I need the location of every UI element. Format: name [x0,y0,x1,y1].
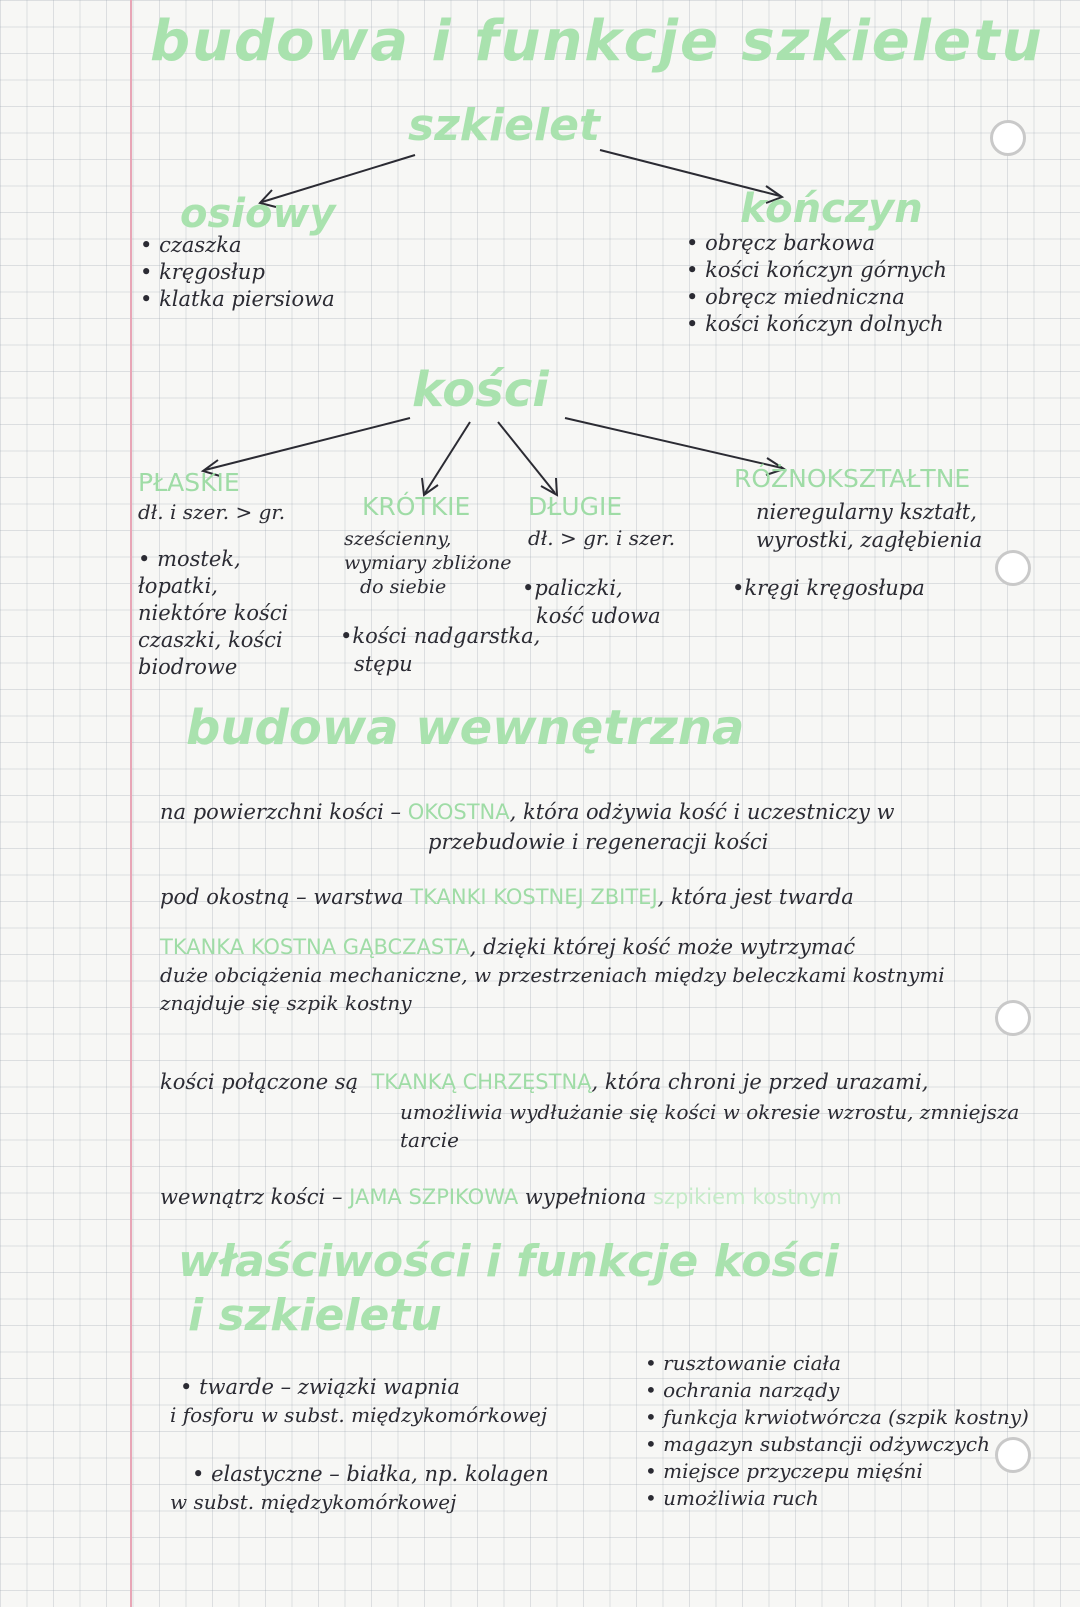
functions-list [645,1350,1029,1512]
short-desc-3: do siebie [360,576,447,598]
term-periosteum: OKOSTNA [407,800,510,824]
term-compact-bone: TKANKI KOSTNEJ ZBITEJ [410,885,658,909]
long-label: DŁUGIE [528,492,623,521]
long-examples-2: kość udowa [536,604,661,628]
axial-list [140,232,335,313]
term-bone-marrow: szpikiem kostnym [653,1185,842,1209]
p4-line-1: kości połączone są TKANKĄ CHRZĘSTNĄ, która chroni je przed urazami, [160,1070,929,1094]
property-hard-1: • twarde – związki wapnia [180,1375,460,1399]
properties-heading-1: właściwości i funkcje kości [178,1236,839,1287]
p4-line-3: tarcie [400,1128,459,1152]
property-elastic-1: • elastyczne – białka, np. kolagen [192,1462,549,1486]
list-item: • klatka piersiowa [140,286,335,313]
property-elastic-2: w subst. międzykomórkowej [170,1490,457,1514]
limbs-label: kończyn [740,186,923,232]
list-item: • miejsce przyczepu mięśni [645,1458,1029,1485]
limbs-list [686,230,947,338]
p5-line: wewnątrz kości – JAMA SZPIKOWA wypełniona szpikiem kostnym [160,1185,842,1209]
p1-line-1: na powierzchni kości – OKOSTNA, która odżywia kość i uczestniczy w [160,800,895,824]
irregular-label: RÓŻNOKSZTAŁTNE [734,464,971,493]
irregular-examples: •kręgi kręgosłupa [732,576,925,600]
short-examples-1: •kości nadgarstka, [340,624,541,648]
p3-line-3: znajduje się szpik kostny [160,991,412,1015]
term-cartilage: TKANKĄ CHRZĘSTNĄ [371,1070,592,1094]
p3-line-2: duże obciążenia mechaniczne, w przestrzeniach między beleczkami kostnymi [160,963,945,987]
list-item: • obręcz barkowa [686,230,947,257]
flat-label: PŁASKIE [138,468,240,497]
term-marrow-cavity: JAMA SZPIKOWA [349,1185,519,1209]
short-desc-2: wymiary zbliżone [344,552,512,574]
list-item: • kręgosłup [140,259,335,286]
short-label: KRÓTKIE [362,492,471,521]
skeleton-root-label: szkielet [408,100,600,151]
list-item: • funkcja krwiotwórcza (szpik kostny) [645,1404,1029,1431]
irregular-desc-1: nieregularny kształt, [756,500,977,524]
list-item: • ochrania narządy [645,1377,1029,1404]
internal-heading: budowa wewnętrzna [186,700,745,756]
term-spongy-bone: TKANKA KOSTNA GĄBCZASTA [160,935,470,959]
p1-line-2: przebudowie i regeneracji kości [428,830,769,854]
p2-line: pod okostną – warstwa TKANKI KOSTNEJ ZBITEJ, która jest twarda [160,885,854,909]
page-title: budowa i funkcje szkieletu [150,9,1044,74]
properties-heading-2: i szkieletu [188,1290,442,1341]
short-desc-1: sześcienny, [344,528,452,550]
bones-root-label: kości [412,362,549,418]
flat-examples: • mostek, łopatki, niektóre kości czaszki, kości biodrowe [138,547,289,679]
list-item: • magazyn substancji odżywczych [645,1431,1029,1458]
short-examples-2: stępu [354,652,413,676]
axial-label: osiowy [180,191,336,237]
property-hard-2: i fosforu w subst. międzykomórkowej [170,1403,548,1427]
long-desc: dł. > gr. i szer. [528,526,676,550]
p4-line-2: umożliwia wydłużanie się kości w okresie wzrostu, zmniejsza [400,1100,1020,1124]
flat-desc: dł. i szer. > gr. [138,500,286,524]
long-examples-1: •paliczki, [522,576,623,600]
list-item: • obręcz miedniczna [686,284,947,311]
list-item: • czaszka [140,232,335,259]
list-item: • umożliwia ruch [645,1485,1029,1512]
list-item: • kości kończyn górnych [686,257,947,284]
irregular-desc-2: wyrostki, zagłębienia [756,528,983,552]
list-item: • rusztowanie ciała [645,1350,1029,1377]
list-item: • kości kończyn dolnych [686,311,947,338]
p3-line-1: TKANKA KOSTNA GĄBCZASTA, dzięki której kość może wytrzymać [160,935,856,959]
